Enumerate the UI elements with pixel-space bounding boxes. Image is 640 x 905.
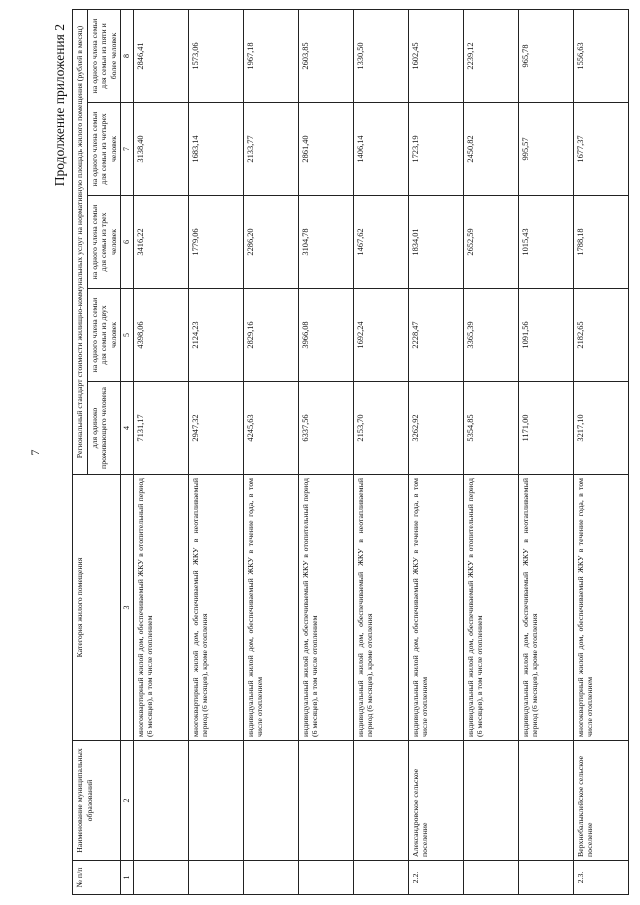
cost-value: 1015,43 <box>518 196 573 289</box>
col-header-family-4: на одного члена семьи для семьи из четырех человек <box>87 103 121 196</box>
cost-value: 3217,10 <box>573 382 628 475</box>
municipality-name <box>353 741 408 861</box>
housing-category: многоквартирный жилой дом, обеспечиваемый ЖКУ в отопительный период (6 месяцев), в том числе отоплением <box>133 475 188 741</box>
cost-value: 995,57 <box>518 103 573 196</box>
housing-category: индивидуальный жилой дом, обеспечиваемый ЖКУ в течение года, в том числе отоплением <box>243 475 298 741</box>
row-number: 2.3. <box>573 861 628 895</box>
col-header-family-5: на одного члена семьи для семьи из пяти и более человек <box>87 9 121 102</box>
municipality-name <box>243 741 298 861</box>
cost-value: 1091,56 <box>518 289 573 382</box>
cost-value: 2947,32 <box>188 382 243 475</box>
col-header-single: для одиноко проживающего человека <box>87 382 121 475</box>
col-header-family-3: на одного члена семьи для семьи из трех человек <box>87 196 121 289</box>
column-index: 6 <box>121 196 134 289</box>
housing-category: многоквартирный жилой дом, обеспечиваемый ЖКУ в течение года, в том числе отоплением <box>573 475 628 741</box>
cost-value: 1573,06 <box>188 9 243 102</box>
table-body <box>133 9 628 894</box>
row-number <box>353 861 408 895</box>
col-header-family-2: на одного члена семьи для семьи из двух человек <box>87 289 121 382</box>
cost-value: 1967,18 <box>243 9 298 102</box>
table-row <box>243 9 298 894</box>
cost-value: 3104,78 <box>298 196 353 289</box>
row-number: 2.2. <box>408 861 463 895</box>
cost-value: 1788,18 <box>573 196 628 289</box>
housing-category: многоквартирный жилой дом, обеспечиваемый ЖКУ в неотапливаемый период (6 месяцев), кроме отопления <box>188 475 243 741</box>
cost-value: 2829,16 <box>243 289 298 382</box>
table-row <box>518 9 573 894</box>
cost-value: 1330,50 <box>353 9 408 102</box>
table-row <box>353 9 408 894</box>
municipality-name <box>188 741 243 861</box>
cost-value: 1406,14 <box>353 103 408 196</box>
cost-value: 5354,85 <box>463 382 518 475</box>
cost-value: 2182,65 <box>573 289 628 382</box>
municipality-name <box>298 741 353 861</box>
cost-value: 2124,23 <box>188 289 243 382</box>
housing-cost-table <box>72 9 629 895</box>
col-header-number: № п/п <box>73 861 121 895</box>
municipality-name <box>133 741 188 861</box>
col-header-standard: Региональный стандарт стоимости жилищно-коммунальных услуг на нормативную площадь жилого помещения (рублей в месяц) <box>73 9 88 474</box>
column-index: 8 <box>121 9 134 102</box>
appendix-heading: Продолжение приложения 2 <box>52 24 67 187</box>
row-number <box>188 861 243 895</box>
page-number: 7 <box>28 449 42 456</box>
table-row <box>133 9 188 894</box>
column-index: 1 <box>121 861 134 895</box>
housing-category: индивидуальный жилой дом, обеспечиваемый ЖКУ в течение года, в том числе отоплением <box>408 475 463 741</box>
housing-category: индивидуальный жилой дом, обеспечиваемый ЖКУ в неотапливаемый период (6 месяцев), кроме отопления <box>353 475 408 741</box>
cost-value: 965,78 <box>518 9 573 102</box>
cost-value: 2861,40 <box>298 103 353 196</box>
row-number <box>298 861 353 895</box>
col-header-municipality: Наименование муниципальных образований <box>73 741 121 861</box>
cost-value: 1692,24 <box>353 289 408 382</box>
cost-value: 2846,41 <box>133 9 188 102</box>
cost-value: 3416,22 <box>133 196 188 289</box>
table-row <box>188 9 243 894</box>
table-row <box>463 9 518 894</box>
table-row <box>298 9 353 894</box>
cost-value: 3262,92 <box>408 382 463 475</box>
row-number <box>243 861 298 895</box>
cost-value: 1556,63 <box>573 9 628 102</box>
column-index: 5 <box>121 289 134 382</box>
col-header-category: Категория жилого помещения <box>73 475 121 741</box>
municipality-name: Верхнебалыклейское сельское поселение <box>573 741 628 861</box>
cost-value: 3365,39 <box>463 289 518 382</box>
cost-value: 2652,59 <box>463 196 518 289</box>
cost-value: 1677,37 <box>573 103 628 196</box>
cost-value: 1834,01 <box>408 196 463 289</box>
cost-value: 1171,00 <box>518 382 573 475</box>
cost-value: 7131,17 <box>133 382 188 475</box>
table-row <box>408 9 463 894</box>
cost-value: 2133,77 <box>243 103 298 196</box>
row-number <box>133 861 188 895</box>
municipality-name <box>463 741 518 861</box>
housing-category: индивидуальный жилой дом, обеспечиваемый ЖКУ в отопительный период (6 месяцев), в том числе отоплением <box>463 475 518 741</box>
municipality-name <box>518 741 573 861</box>
column-index: 4 <box>121 382 134 475</box>
column-index: 2 <box>121 741 134 861</box>
cost-value: 1467,62 <box>353 196 408 289</box>
row-number <box>463 861 518 895</box>
cost-value: 1683,14 <box>188 103 243 196</box>
row-number <box>518 861 573 895</box>
municipality-name: Александровское сельское поселение <box>408 741 463 861</box>
column-index: 3 <box>121 475 134 741</box>
column-index: 7 <box>121 103 134 196</box>
cost-value: 2450,82 <box>463 103 518 196</box>
column-index-row <box>121 9 134 894</box>
cost-value: 1779,06 <box>188 196 243 289</box>
cost-value: 2286,20 <box>243 196 298 289</box>
table-row <box>573 9 628 894</box>
cost-value: 1723,19 <box>408 103 463 196</box>
housing-category: индивидуальный жилой дом, обеспечиваемый ЖКУ в отопительный период (6 месяцев), в том числе отоплением <box>298 475 353 741</box>
housing-category: индивидуальный жилой дом, обеспечиваемый ЖКУ в неотапливаемый период (6 месяцев), кроме отопления <box>518 475 573 741</box>
cost-value: 6337,56 <box>298 382 353 475</box>
cost-value: 2228,47 <box>408 289 463 382</box>
cost-value: 2153,70 <box>353 382 408 475</box>
cost-value: 3966,08 <box>298 289 353 382</box>
cost-value: 2603,85 <box>298 9 353 102</box>
cost-value: 2239,12 <box>463 9 518 102</box>
cost-value: 1602,45 <box>408 9 463 102</box>
cost-value: 4398,06 <box>133 289 188 382</box>
cost-value: 3138,40 <box>133 103 188 196</box>
cost-value: 4245,63 <box>243 382 298 475</box>
